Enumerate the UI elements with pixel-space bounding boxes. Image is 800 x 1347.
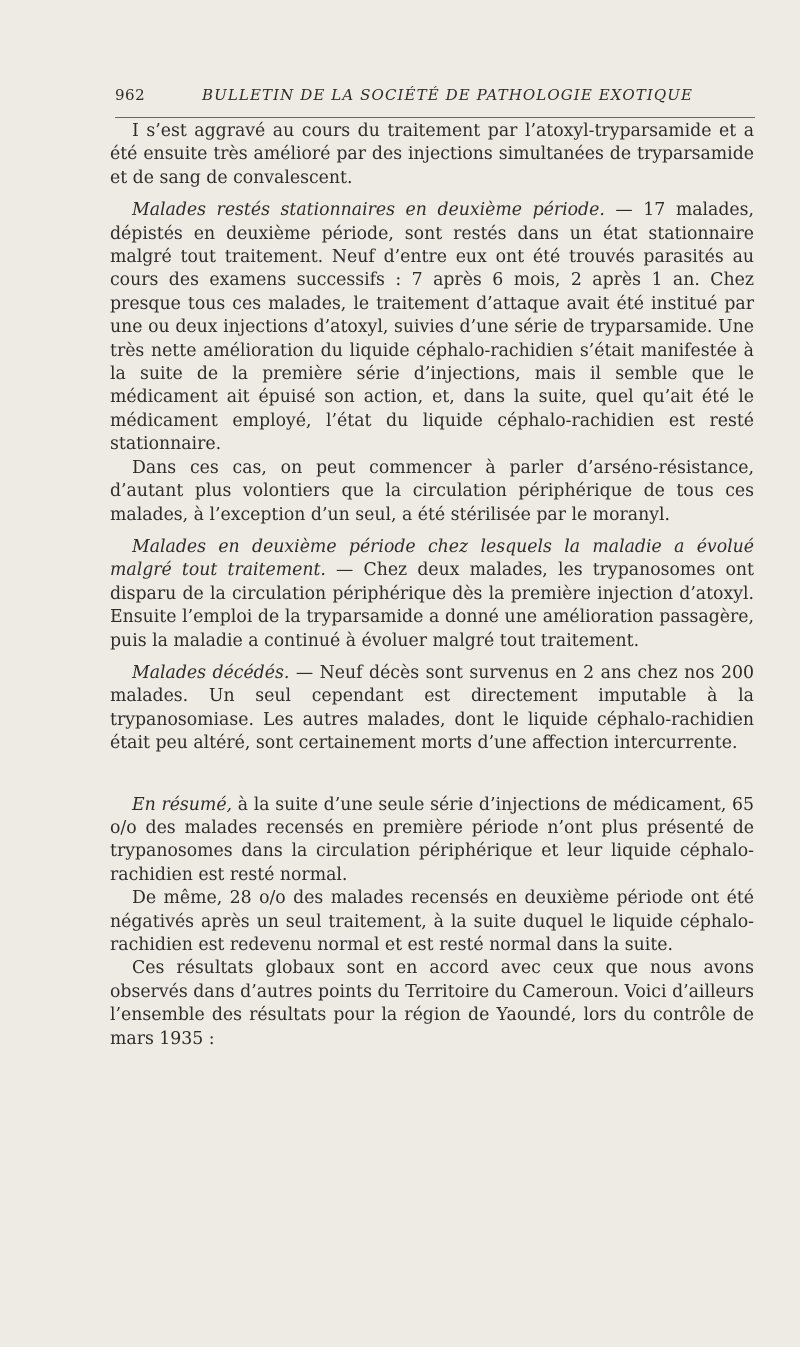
paragraph-second-period-results: [110, 887, 754, 957]
paragraph-arseno-resistance: [110, 457, 754, 527]
paragraph-text: — Chez deux malades, les trypanosomes ont disparu de la circulation périphérique dès la première injection d’atoxyl. Ensuite l’emploi de la tryparsamide a donné une amélioration passagère, puis la maladie a continué à évoluer malgré tout traitement.: [110, 560, 754, 651]
header-rule: [115, 117, 755, 118]
paragraph-text: à la suite d’une seule série d’injections de médicament, 65 o/o des malades recensés en première période n’ont plus présenté de trypanosomes dans la circulation périphérique et leur liquide céphalo-rachidien est resté normal.: [110, 794, 754, 885]
section-lead-heading: En résumé,: [132, 794, 233, 815]
paragraph-deceased-patients: [110, 662, 754, 756]
paragraph-global-results: [110, 957, 754, 1051]
paragraph-evolving-disease: [110, 536, 754, 653]
body-text: [110, 120, 754, 1051]
paragraph-text: De même, 28 o/o des malades recensés en deuxième période ont été négativés après un seul traitement, à la suite duquel le liquide céphalo-rachidien est redevenu normal et est resté normal dans la suite.: [110, 888, 754, 955]
paragraph-text: Ces résultats globaux sont en accord avec ceux que nous avons observés dans d’autres points du Territoire du Cameroun. Voici d’ailleurs l’ensemble des résultats pour la région de Yaoundé, lors du contrôle de mars 1935 :: [110, 958, 754, 1049]
paragraph-stationary-patients: [110, 199, 754, 456]
paragraph-summary: [110, 794, 754, 888]
paragraph-text: — Neuf décès sont survenus en 2 ans chez nos 200 malades. Un seul cependant est directement imputable à la trypanosomiase. Les autres malades, dont le liquide céphalo-rachidien était peu altéré, sont certainement morts d’une affection intercurrente.: [110, 662, 754, 754]
section-lead-heading: Malades restés stationnaires en deuxième période.: [132, 200, 605, 221]
journal-title: BULLETIN DE LA SOCIÉTÉ DE PATHOLOGIE EXOTIQUE: [202, 86, 694, 104]
paragraph-continuation: [110, 120, 754, 190]
running-header: [115, 86, 755, 112]
section-lead-heading: Malades en deuxième période chez lesquels la maladie a évolué malgré tout traitement.: [110, 536, 754, 581]
paragraph-text: Dans ces cas, on peut commencer à parler d’arséno-résistance, d’autant plus volontiers que la circulation périphérique de tous ces malades, à l’exception d’un seul, a été stérilisée par le moranyl.: [110, 457, 754, 525]
section-lead-heading: Malades décédés.: [132, 662, 290, 683]
page-number: 962: [115, 86, 146, 104]
paragraph-text: — 17 malades, dépistés en deuxième période, sont restés dans un état stationnaire malgré tout traitement. Neuf d’entre eux ont été trouvés parasités au cours des examens successifs : 7 après 6 mois, 2 après 1 an. Chez presque tous ces malades, le traitement d’attaque avait été institué par une ou deux injections d’atoxyl, suivies d’une série de tryparsamide. Une très nette amélioration du liquide céphalo-rachidien s’était manifestée à la suite de la première série d’injections, mais il semble que le médicament ait épuisé son action, et, dans la suite, quel qu’ait été le médicament employé, l’état du liquide céphalo-rachidien est resté stationnaire.: [110, 200, 754, 455]
paragraph-text: I s’est aggravé au cours du traitement par l’atoxyl-tryparsamide et a été ensuite très amélioré par des injections simultanées de tryparsamide et de sang de convalescent.: [110, 121, 754, 188]
